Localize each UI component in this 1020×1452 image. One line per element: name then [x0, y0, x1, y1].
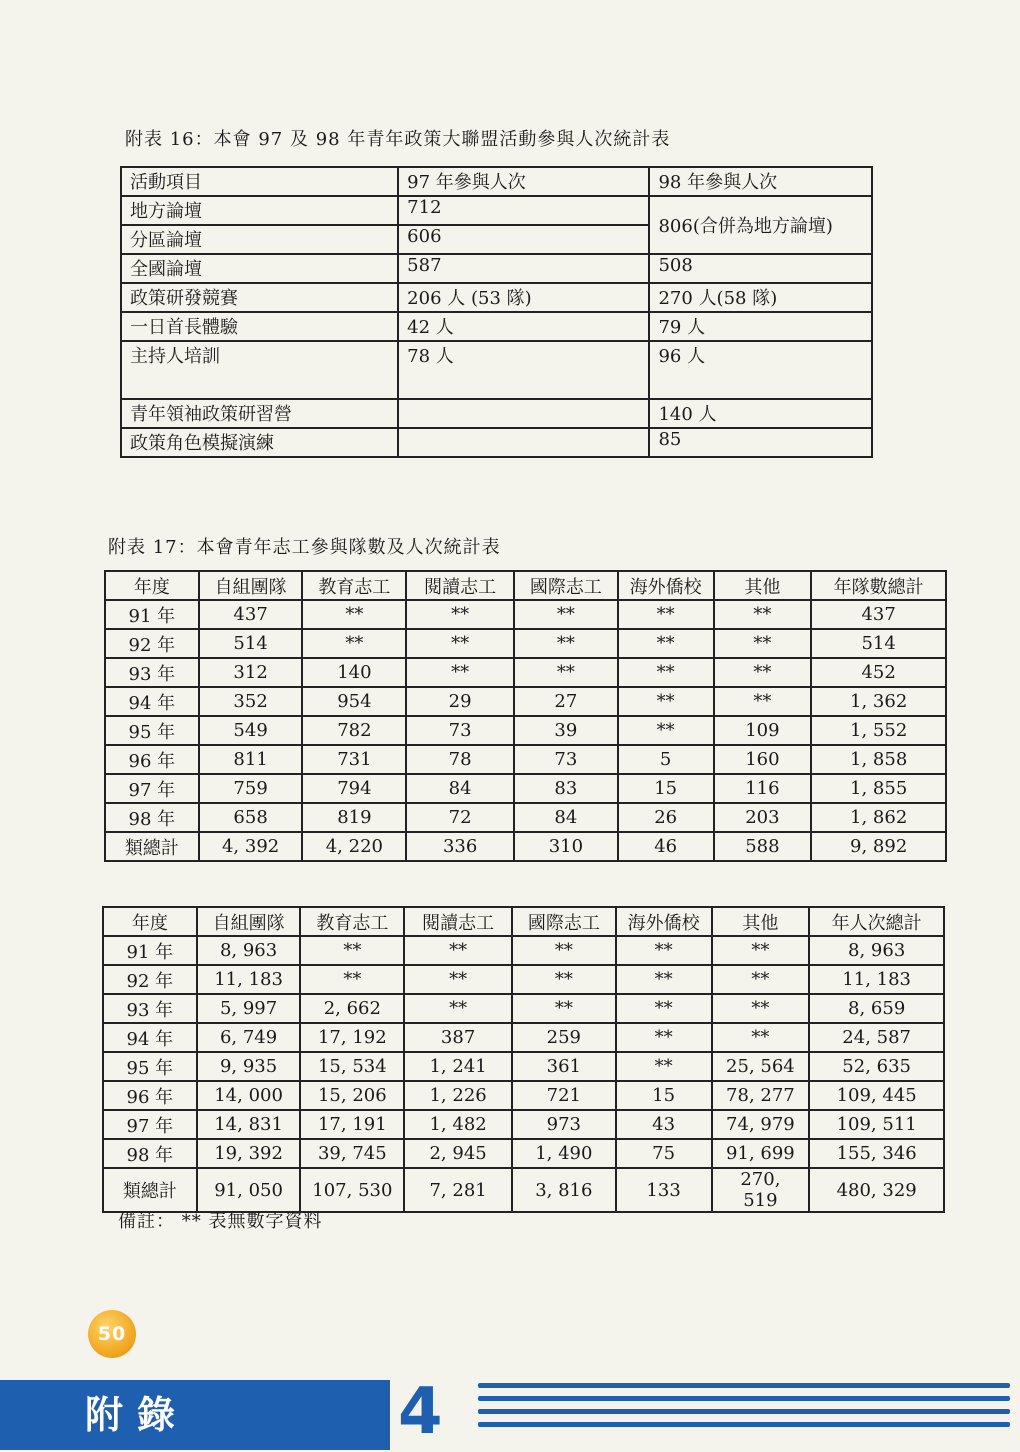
table-cell: 1, 362	[811, 687, 946, 716]
table-header-cell: 其他	[714, 571, 812, 600]
table-cell: 17, 191	[300, 1110, 404, 1139]
table-cell: 270, 519	[712, 1168, 810, 1212]
table-cell: 140 人	[649, 399, 872, 428]
table-cell: 97 年	[103, 1110, 197, 1139]
stripe	[478, 1396, 1010, 1401]
table-cell: **	[404, 936, 512, 965]
table-row	[121, 341, 872, 399]
table-cell: 98 年	[105, 803, 199, 832]
table-cell: 270 人(58 隊)	[649, 283, 872, 312]
table-cell: 3, 816	[512, 1168, 616, 1212]
table-header-cell: 年度	[103, 907, 197, 936]
table-cell: **	[406, 658, 514, 687]
table-cell: 一日首長體驗	[121, 312, 398, 341]
stripe	[478, 1422, 1010, 1427]
table-cell: **	[618, 716, 714, 745]
table-cell: **	[512, 994, 616, 1023]
chapter-number: 4	[398, 1375, 443, 1449]
table-cell: 39, 745	[300, 1139, 404, 1168]
table-cell: 91 年	[103, 936, 197, 965]
table-cell: 5, 997	[197, 994, 301, 1023]
table-cell: 508	[649, 254, 872, 283]
table-cell: 14, 831	[197, 1110, 301, 1139]
table-cell: 721	[512, 1081, 616, 1110]
table-cell: 514	[199, 629, 303, 658]
table-cell: 6, 749	[197, 1023, 301, 1052]
table-cell: 96 年	[105, 745, 199, 774]
table16	[120, 166, 873, 458]
table-cell: 24, 587	[809, 1023, 944, 1052]
table-cell: 1, 490	[512, 1139, 616, 1168]
table-note: 備註： ** 表無數字資料	[118, 1211, 323, 1232]
table-header-cell: 活動項目	[121, 167, 398, 196]
table-cell: 主持人培訓	[121, 341, 398, 399]
table-cell: 11, 183	[809, 965, 944, 994]
table-cell: **	[714, 600, 812, 629]
section-title-band: 附錄	[0, 1380, 390, 1450]
table-cell: **	[712, 936, 810, 965]
table-cell: 青年領袖政策研習營	[121, 399, 398, 428]
table-cell: 29	[406, 687, 514, 716]
table-cell: 78 人	[398, 341, 649, 399]
table-cell: **	[512, 965, 616, 994]
table-header-cell: 98 年參與人次	[649, 167, 872, 196]
table-cell: 地方論壇	[121, 196, 398, 225]
table-cell: 15, 534	[300, 1052, 404, 1081]
table-cell: 91 年	[105, 600, 199, 629]
table-cell: 39	[514, 716, 618, 745]
table-row	[103, 1052, 944, 1081]
table-cell: 1, 862	[811, 803, 946, 832]
table-cell: 11, 183	[197, 965, 301, 994]
table-cell: 8, 963	[809, 936, 944, 965]
table-cell: 1, 482	[404, 1110, 512, 1139]
table16-caption: 附表 16：本會 97 及 98 年青年政策大聯盟活動參與人次統計表	[125, 129, 671, 150]
table-cell: 97 年	[105, 774, 199, 803]
stripe	[478, 1409, 1010, 1414]
table-cell: 92 年	[103, 965, 197, 994]
table-cell: 4, 392	[199, 832, 303, 861]
table-row	[103, 994, 944, 1023]
table-cell: **	[618, 629, 714, 658]
table-header-row	[103, 907, 944, 936]
table-row	[105, 600, 946, 629]
table-cell: **	[618, 600, 714, 629]
table-cell: 606	[398, 225, 649, 254]
table17-people-body	[103, 936, 944, 1212]
table-cell: 26	[618, 803, 714, 832]
table-cell: 96 人	[649, 341, 872, 399]
table-cell: 74, 979	[712, 1110, 810, 1139]
table-row	[103, 965, 944, 994]
table17-caption: 附表 17：本會青年志工參與隊數及人次統計表	[108, 537, 501, 558]
table-row	[105, 774, 946, 803]
table-header-cell: 教育志工	[300, 907, 404, 936]
table-cell: **	[714, 629, 812, 658]
table-cell: 94 年	[105, 687, 199, 716]
table-cell: 7, 281	[404, 1168, 512, 1212]
table-cell: 731	[302, 745, 406, 774]
table-cell: 109, 445	[809, 1081, 944, 1110]
table-row	[103, 1023, 944, 1052]
table-cell: **	[714, 658, 812, 687]
table-cell: 452	[811, 658, 946, 687]
table-cell: **	[406, 629, 514, 658]
table-cell: **	[616, 1023, 712, 1052]
table-cell: 95 年	[103, 1052, 197, 1081]
table-row	[103, 936, 944, 965]
table-cell: 9, 892	[811, 832, 946, 861]
table-cell: 95 年	[105, 716, 199, 745]
table-cell: 類總計	[105, 832, 199, 861]
table-cell: 794	[302, 774, 406, 803]
table-cell: **	[302, 600, 406, 629]
table-row	[105, 745, 946, 774]
table-cell: 310	[514, 832, 618, 861]
table-cell: 973	[512, 1110, 616, 1139]
table-row	[103, 1168, 944, 1212]
table-cell: 1, 855	[811, 774, 946, 803]
table-cell: 549	[199, 716, 303, 745]
table17-people	[102, 906, 945, 1213]
table-cell: **	[712, 994, 810, 1023]
table-header-cell: 海外僑校	[616, 907, 712, 936]
table-cell: 259	[512, 1023, 616, 1052]
table-header-cell: 其他	[712, 907, 810, 936]
table-cell: 336	[406, 832, 514, 861]
table-row	[121, 428, 872, 457]
table-cell: **	[618, 687, 714, 716]
table-cell: 5	[618, 745, 714, 774]
table-cell: 480, 329	[809, 1168, 944, 1212]
table-header-cell: 年度	[105, 571, 199, 600]
table-cell: **	[514, 600, 618, 629]
table-cell: 72	[406, 803, 514, 832]
table-header-cell: 國際志工	[512, 907, 616, 936]
table-row	[105, 687, 946, 716]
table-cell: 19, 392	[197, 1139, 301, 1168]
table-cell: 75	[616, 1139, 712, 1168]
table-header-cell: 國際志工	[514, 571, 618, 600]
table-cell: 52, 635	[809, 1052, 944, 1081]
table-header-cell: 海外僑校	[618, 571, 714, 600]
table-cell: 806(合併為地方論壇)	[649, 196, 872, 254]
table-cell: 政策研發競賽	[121, 283, 398, 312]
table-cell: 1, 226	[404, 1081, 512, 1110]
table-cell: 85	[649, 428, 872, 457]
table-cell: 155, 346	[809, 1139, 944, 1168]
table-cell: 387	[404, 1023, 512, 1052]
table-cell: **	[404, 994, 512, 1023]
table-cell: 17, 192	[300, 1023, 404, 1052]
table-cell: 116	[714, 774, 812, 803]
table-cell: 437	[199, 600, 303, 629]
table-cell	[398, 428, 649, 457]
table-cell: 954	[302, 687, 406, 716]
page-number-badge: 50	[88, 1310, 136, 1358]
table-cell: 1, 858	[811, 745, 946, 774]
table-cell: **	[300, 965, 404, 994]
table-header-cell: 年人次總計	[809, 907, 944, 936]
table-cell: 1, 241	[404, 1052, 512, 1081]
table-cell: **	[300, 936, 404, 965]
table-cell: 73	[406, 716, 514, 745]
table-row	[105, 803, 946, 832]
table-cell: **	[406, 600, 514, 629]
table-cell: 2, 945	[404, 1139, 512, 1168]
table-cell: 107, 530	[300, 1168, 404, 1212]
table-cell: 79 人	[649, 312, 872, 341]
table-cell: 78	[406, 745, 514, 774]
table-row	[121, 283, 872, 312]
table-cell: 587	[398, 254, 649, 283]
table-cell: 25, 564	[712, 1052, 810, 1081]
table-cell: **	[618, 658, 714, 687]
table-row	[105, 832, 946, 861]
table-row	[105, 716, 946, 745]
table-header-cell: 教育志工	[302, 571, 406, 600]
table-row	[103, 1081, 944, 1110]
table-cell: 46	[618, 832, 714, 861]
table-cell: **	[712, 965, 810, 994]
table-cell: 140	[302, 658, 406, 687]
table-cell: 514	[811, 629, 946, 658]
table-cell: 160	[714, 745, 812, 774]
table-header-cell: 自組團隊	[199, 571, 303, 600]
table-cell: 43	[616, 1110, 712, 1139]
table-cell: 819	[302, 803, 406, 832]
table-row	[121, 254, 872, 283]
stripe	[478, 1383, 1010, 1388]
table-cell: 98 年	[103, 1139, 197, 1168]
table-cell: 133	[616, 1168, 712, 1212]
table-cell: 94 年	[103, 1023, 197, 1052]
table-cell: 782	[302, 716, 406, 745]
table17-teams	[104, 570, 947, 862]
table-row	[121, 399, 872, 428]
table-cell: 759	[199, 774, 303, 803]
table-cell: **	[514, 629, 618, 658]
table-cell: **	[512, 936, 616, 965]
table-cell: **	[404, 965, 512, 994]
table-cell: 92 年	[105, 629, 199, 658]
table-cell: 96 年	[103, 1081, 197, 1110]
table-cell: 84	[406, 774, 514, 803]
table-cell: 4, 220	[302, 832, 406, 861]
table-cell: 14, 000	[197, 1081, 301, 1110]
table-cell: **	[616, 965, 712, 994]
table-cell: 352	[199, 687, 303, 716]
table-cell: **	[616, 1052, 712, 1081]
table-cell: 93 年	[105, 658, 199, 687]
table-cell: 84	[514, 803, 618, 832]
table-cell: 91, 050	[197, 1168, 301, 1212]
table17-teams-head	[105, 571, 946, 600]
table-row	[103, 1110, 944, 1139]
table-cell: **	[616, 936, 712, 965]
table-cell: **	[616, 994, 712, 1023]
table-header-row	[121, 167, 872, 196]
table-cell: **	[302, 629, 406, 658]
table-cell: **	[712, 1023, 810, 1052]
table-cell: **	[514, 658, 618, 687]
table-cell: 42 人	[398, 312, 649, 341]
table-cell: 政策角色模擬演練	[121, 428, 398, 457]
table-row	[103, 1139, 944, 1168]
table-header-cell: 閱讀志工	[404, 907, 512, 936]
table-cell: 分區論壇	[121, 225, 398, 254]
table17-people-head	[103, 907, 944, 936]
table-cell: 全國論壇	[121, 254, 398, 283]
table-cell: 361	[512, 1052, 616, 1081]
table-cell: 9, 935	[197, 1052, 301, 1081]
table-cell: 8, 659	[809, 994, 944, 1023]
table-cell: 83	[514, 774, 618, 803]
table-cell: 206 人 (53 隊)	[398, 283, 649, 312]
table-cell: 類總計	[103, 1168, 197, 1212]
table-cell: 1, 552	[811, 716, 946, 745]
table-cell: 437	[811, 600, 946, 629]
table-cell: 8, 963	[197, 936, 301, 965]
decorative-stripes	[478, 1383, 1010, 1435]
table-header-cell: 97 年參與人次	[398, 167, 649, 196]
table-cell: 73	[514, 745, 618, 774]
table-cell: 109, 511	[809, 1110, 944, 1139]
table-header-row	[105, 571, 946, 600]
table-header-cell: 年隊數總計	[811, 571, 946, 600]
table-cell: 712	[398, 196, 649, 225]
table-cell: 15	[618, 774, 714, 803]
table-cell: 203	[714, 803, 812, 832]
table-row	[105, 658, 946, 687]
table-cell: 811	[199, 745, 303, 774]
table-cell: 312	[199, 658, 303, 687]
table17-teams-body	[105, 600, 946, 861]
table-row	[121, 196, 872, 225]
table-header-cell: 閱讀志工	[406, 571, 514, 600]
table-cell: 78, 277	[712, 1081, 810, 1110]
table-cell: 2, 662	[300, 994, 404, 1023]
table-row	[105, 629, 946, 658]
table-cell: 658	[199, 803, 303, 832]
table-cell: 27	[514, 687, 618, 716]
table-cell: **	[714, 687, 812, 716]
table-row	[121, 312, 872, 341]
table-cell: 109	[714, 716, 812, 745]
table-cell: 15	[616, 1081, 712, 1110]
table-cell: 93 年	[103, 994, 197, 1023]
table-cell: 588	[714, 832, 812, 861]
table-cell	[398, 399, 649, 428]
table-header-cell: 自組團隊	[197, 907, 301, 936]
table-cell: 15, 206	[300, 1081, 404, 1110]
table-cell: 91, 699	[712, 1139, 810, 1168]
